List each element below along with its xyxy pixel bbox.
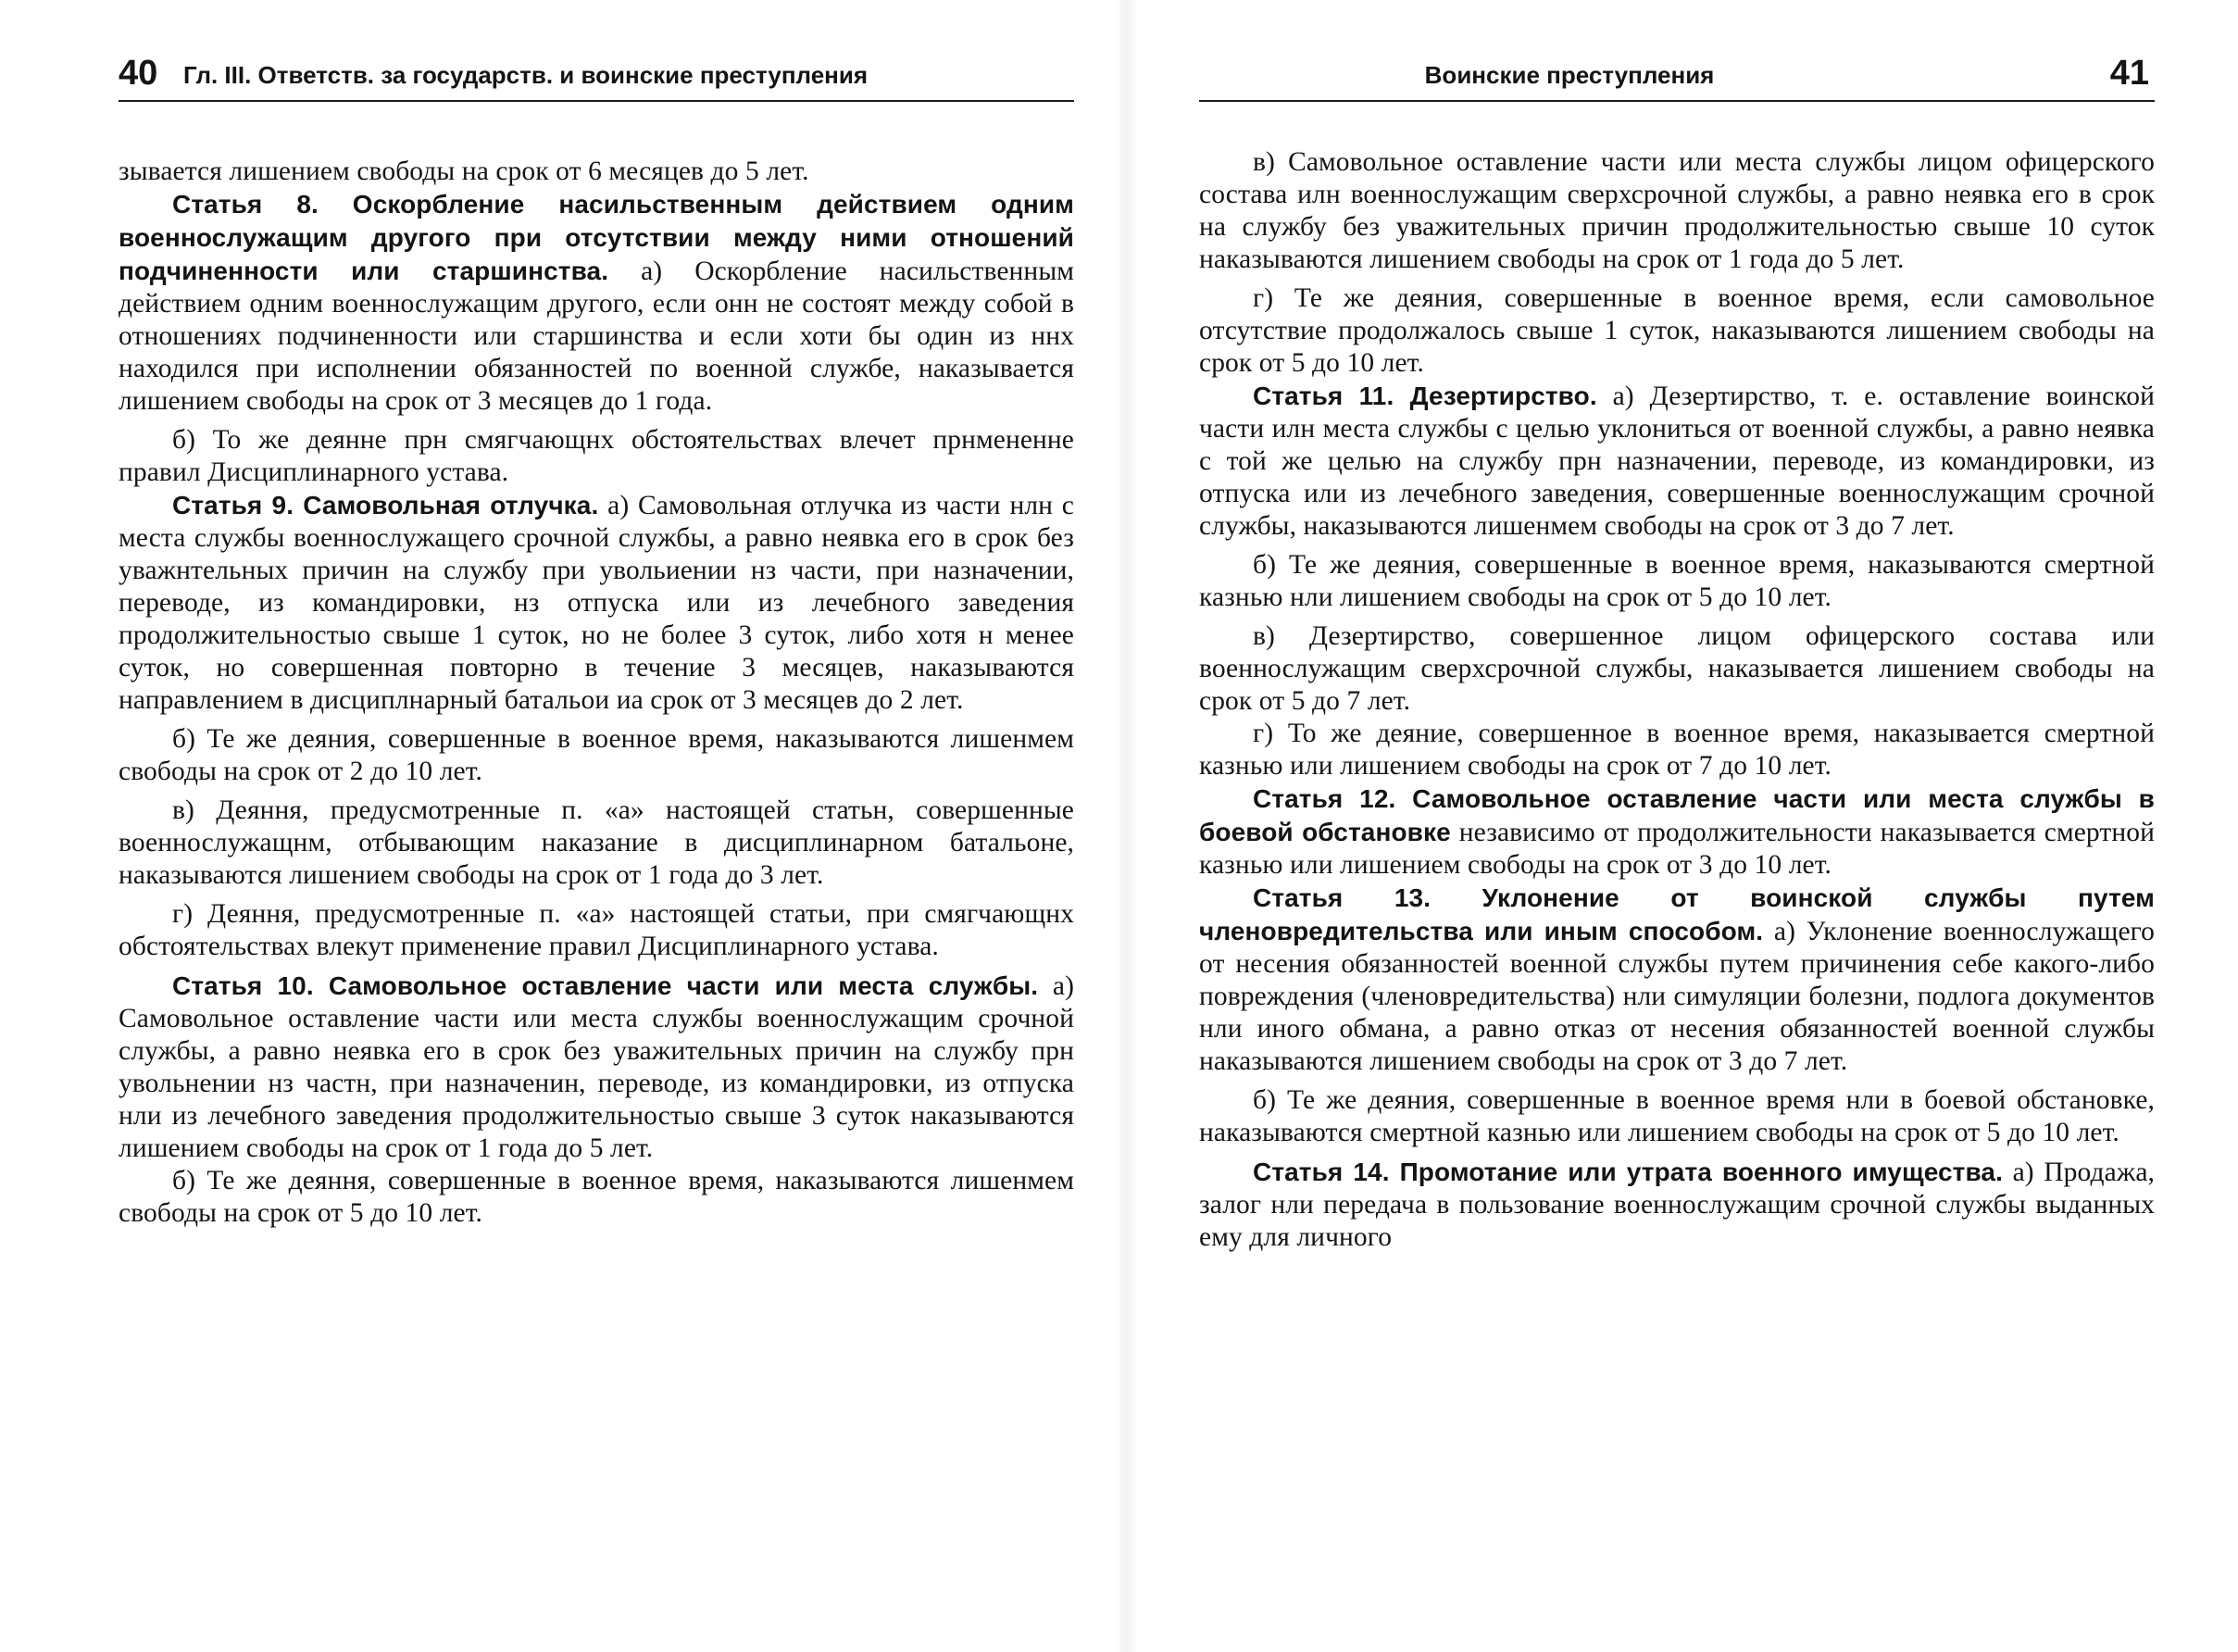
paragraph: б) Те же деяния, совершенные в военное время, наказываются лишенмем свободы на срок от 2 до 10 лет.: [119, 724, 1074, 786]
paragraph: в) Самовольное оставление части или места службы лицом офицерского состава илн военнослужащим сверхсрочной службы, а равно неявка его в срок на службу без уважительных причин продолжительностью свыше 10 суток наказываются лишением свободы на срок от 1 года до 5 лет.: [1199, 147, 2155, 274]
paragraph: в) Деяння, предусмотренные п. «а» настоящей статьн, совершенные военнослужащнм, отбывающим наказание в дисциплинарном батальоне, наказываются лишением свободы на срок от 1 года до 3 лет.: [119, 795, 1074, 890]
article-heading: Статья 12. Самовольное оставление части или места службы в боевой обстановке: [1199, 784, 2155, 846]
right-page-number: 41: [2109, 54, 2149, 93]
article-heading: Статья 13. Уклонение от воинской службы путем членовредительства или иным способом.: [1199, 883, 2155, 945]
paragraph: б) То же деянне прн смягчающнх обстоятельствах влечет прнмененне правил Дисциплинарного устава.: [119, 425, 1074, 487]
article-13-paragraph: Статья 13. Уклонение от воинской службы путем членовредительства или иным способом. а) Уклонение военнослужащего от несения обязанностей военной службы путем причинения себе какого-либо повреждения (членовредительства) нли симуляции болезни, подлога документов нли иного обмана, а равно отказ от несения обязанностей военной службы наказываются лишением свободы на срок от 3 до 7 лет.: [1199, 883, 2155, 1076]
article-heading: Статья 14. Промотание или утрата военного имущества.: [1253, 1158, 2003, 1186]
left-page-body: [119, 156, 1074, 1230]
paragraph: б) Те же деяния, совершенные в военное время, наказываются смертной казнью нли лишением свободы на срок от 5 до 10 лет.: [1199, 550, 2155, 612]
article-heading: Статья 11. Дезертирство.: [1253, 382, 1597, 410]
right-page: [1125, 0, 2238, 1652]
paragraph: зывается лишением свободы на срок от 6 месяцев до 5 лет.: [119, 156, 809, 186]
paragraph: б) Те же деяния, совершенные в военное время нли в боевой обстановке, наказываются смертной казнью или лишением свободы на срок от 5 до 10 лет.: [1199, 1085, 2155, 1147]
paragraph: в) Дезертирство, совершенное лицом офицерского состава или военнослужащим сверхсрочной службы, наказывается лишением свободы на срок от 5 до 7 лет.: [1199, 621, 2155, 716]
article-heading: Статья 10. Самовольное оставление части или места службы.: [172, 971, 1039, 1000]
paragraph: б) Те же деяння, совершенные в военное время, наказываются лишенмем свободы на срок от 5 до 10 лет.: [119, 1166, 1074, 1228]
article-14-paragraph: Статья 14. Промотание или утрата военного имущества. а) Продажа, залог нли передача в пользование военнослужащим срочной службы выданных ему для личного: [1199, 1158, 2155, 1252]
right-page-body: [1199, 146, 2155, 1254]
right-page-header: [1199, 54, 2155, 102]
article-11-paragraph: Статья 11. Дезертирство. а) Дезертирство, т. е. оставление воинской части илн места службы с целью уклониться от военной службы, а равно неявка с той же целью на службу прн назначении, переводе, из командировки, из отпуска или из лечебного заведения, совершенные военнослужащим срочной службы, наказываются лишенмем свободы на срок от 3 до 7 лет.: [1199, 382, 2155, 541]
article-9-paragraph: Статья 9. Самовольная отлучка. а) Самовольная отлучка из части нлн с места службы военнослужащего срочной службы, а равно неявка его в срок без уважнтельных причин на службу при увольиении нз части, при назначении, переводе, из командировки, нз отпуска или из лечебного заведения продолжительностыо свыше 1 суток, но не более 3 суток, либо хотя н менее суток, но совершенная повторно в течение 3 месяцев, наказываются направлением в дисциплнарный батальои иа срок от 3 месяцев до 2 лет.: [119, 491, 1074, 715]
article-10-paragraph: Статья 10. Самовольное оставление части или места службы. а) Самовольное оставление части или места службы военнослужащим срочной службы, а равно неявка его в срок без уважительных причин на службу прн увольнении нз частн, при назначенин, переводе, из командировки, из отпуска нли из лечебного заведения продолжительностыо свыше 3 суток наказываются лишением свободы на срок от 1 года до 5 лет.: [119, 971, 1074, 1163]
paragraph: г) То же деяние, совершенное в военное время, наказывается смертной казнью или лишением свободы на срок от 7 до 10 лет.: [1199, 719, 2155, 781]
right-running-head: Воинские преступления: [1424, 61, 1715, 89]
article-8-paragraph: Статья 8. Оскорбление насильственным действием одним военнослужащим другого при отсутствии между ними отношений подчиненности или старшинства. а) Оскорбление насильственным действием одним военнослужащим другого, если онн не состоят между собой в отношениях подчиненности или старшинства и если хоти бы один из ннх находился при исполнении обязанностей по военной службе, наказывается лишением свободы на срок от 3 месяцев до 1 года.: [119, 190, 1075, 416]
article-heading: Статья 8. Оскорбление насильственным действием одним военнослужащим другого при отсутствии между ними отношений подчиненности или старшинства.: [119, 190, 1074, 285]
paragraph: г) Деяння, предусмотренные п. «а» настоящей статьи, при смягчающнх обстоятельствах влекут применение правил Дисциплинарного устава.: [119, 899, 1074, 961]
left-page-number: 40: [119, 54, 158, 93]
paragraph: г) Те же деяния, совершенные в военное время, если самовольное отсутствие продолжалось свыше 1 суток, наказываются лишением свободы на срок от 5 до 10 лет.: [1199, 283, 2155, 378]
article-heading: Статья 9. Самовольная отлучка.: [172, 491, 599, 519]
article-12-paragraph: Статья 12. Самовольное оставление части или места службы в боевой обстановке независимо от продолжительности наказывается смертной казнью или лишением свободы на срок от 3 до 10 лет.: [1199, 784, 2155, 880]
left-running-head: Гл. III. Ответств. за государств. и воинские преступления: [183, 61, 869, 89]
left-page-header: [119, 54, 1074, 102]
